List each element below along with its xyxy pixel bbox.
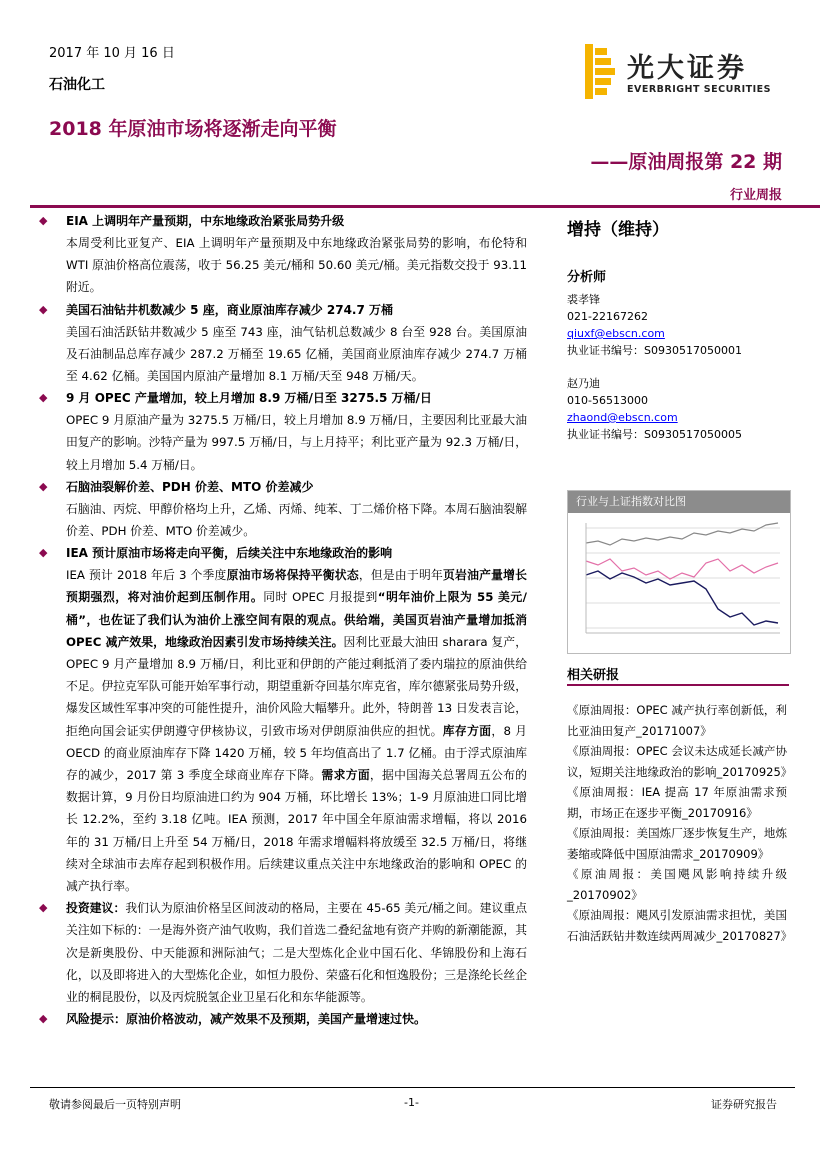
section-heading: ◆ IEA 预计原油市场将走向平衡，后续关注中东地缘政治的影响 bbox=[37, 542, 527, 564]
section-rigs bbox=[37, 299, 527, 388]
header-divider bbox=[30, 205, 820, 208]
logo-text-en: EVERBRIGHT SECURITIES bbox=[627, 84, 771, 95]
diamond-bullet-icon: ◆ bbox=[39, 302, 48, 316]
section-risk bbox=[37, 1008, 527, 1030]
report-subtitle: ——原油周报第 22 期 bbox=[590, 151, 782, 173]
index-comparison-chart bbox=[567, 490, 791, 654]
section-iea bbox=[37, 542, 527, 897]
investment-advice: ◆ 投资建议：我们认为原油价格呈区间波动的格局，主要在 45-65 美元/桶之间。建议重点关注如下标的：一是海外资产油气收购，我们首选二叠纪盆地有资产并购的新潮能源，其次是新奥股份、中天能源和洲际油气；二是大型炼化企业中国石化、华锦股份和上海石化，以及即将进入的大型炼化企业，如恒力股份、荣盛石化和恒逸股份；三是涤纶长丝企业的桐昆股份，以及丙烷脱氢企业卫星石化和东华能源等。 bbox=[37, 897, 527, 1008]
analyst-email-link[interactable]: zhaond@ebscn.com bbox=[567, 411, 678, 424]
diamond-bullet-icon: ◆ bbox=[39, 479, 48, 493]
analyst-phone: 021-22167262 bbox=[567, 310, 648, 323]
chart-plot bbox=[568, 513, 790, 653]
page-number: -1- bbox=[404, 1096, 419, 1109]
analyst-cert: 执业证书编号：S0930517050001 bbox=[567, 344, 742, 357]
related-report-link[interactable]: 《原油周报：OPEC 减产执行率创新低，利比亚油田复产_20171007》 bbox=[567, 703, 787, 738]
section-body: OPEC 9 月原油产量为 3275.5 万桶/日，较上月增加 8.9 万桶/日，主要因利比亚最大油田复产的影响。沙特产量为 997.5 万桶/日，与上月持平；利比亚产量为 92.3 万桶/日，较上月增加 5.4 万桶/日。 bbox=[66, 413, 527, 472]
section-body: 美国石油活跃钻井数减少 5 座至 743 座，油气钻机总数减少 8 台至 928 台。美国原油及石油制品总库存减少 287.2 万桶至 19.65 亿桶，美国商业原油库存减少 274.7 万桶至 4.62 亿桶。美国国内原油产量增加 8.1 万桶/天至 948 万桶/天。 bbox=[66, 324, 527, 384]
logo-text-cn: 光大证券 bbox=[627, 53, 747, 84]
sector-label: 石油化工 bbox=[49, 77, 105, 93]
analyst-email bbox=[567, 409, 787, 426]
related-report-link[interactable]: 《原油周报：美国飓风影响持续升级_20170902》 bbox=[567, 867, 787, 902]
rating: 增持（维持） bbox=[567, 220, 669, 240]
analyst-cert: 执业证书编号：S0930517050005 bbox=[567, 428, 742, 441]
footer-disclaimer: 敬请参阅最后一页特别声明 bbox=[49, 1098, 181, 1111]
report-title: 2018 年原油市场将逐渐走向平衡 bbox=[49, 118, 337, 140]
section-body: 石脑油、丙烷、甲醇价格均上升，乙烯、丙烯、纯苯、丁二烯价格下降。本周石脑油裂解价差、PDH 价差、MTO 价差减少。 bbox=[66, 501, 527, 539]
section-spreads bbox=[37, 476, 527, 542]
related-report-link[interactable]: 《原油周报：飓风引发原油需求担忧，美国石油活跃钻井数连续两周减少_20170827》 bbox=[567, 908, 793, 943]
main-content bbox=[37, 210, 527, 1030]
analyst-name: 赵乃迪 bbox=[567, 377, 600, 390]
diamond-bullet-icon: ◆ bbox=[39, 901, 48, 915]
related-research-list bbox=[567, 700, 793, 946]
related-report-link[interactable]: 《原油周报：美国炼厂逐步恢复生产，地炼萎缩或降低中国原油需求_20170909》 bbox=[567, 826, 787, 861]
section-investment bbox=[37, 897, 527, 1008]
section-opec bbox=[37, 387, 527, 476]
related-report-link[interactable]: 《原油周报：IEA 提高 17 年原油需求预期，市场正在逐步平衡_20170916》 bbox=[567, 785, 787, 820]
diamond-bullet-icon: ◆ bbox=[39, 546, 48, 560]
analyst-heading: 分析师 bbox=[567, 270, 607, 285]
company-logo bbox=[585, 44, 790, 104]
chart-title: 行业与上证指数对比图 bbox=[568, 491, 790, 513]
analyst-card bbox=[567, 291, 787, 359]
section-body: IEA 预计 2018 年后 3 个季度原油市场将保持平衡状态，但是由于明年页岩油产量增长预期强烈，将对油价起到压制作用。同时 OPEC 月报提到“明年油价上限为 55 美元/桶”，也佐证了我们认为油价上涨空间有限的观点。供给端，美国页岩油产量增加抵消 OPEC 减产效果，地缘政治因素引发市场持续关注。因利比亚最大油田 sharara 复产，OPEC 9 月产量增加 8.9 万桶/日，利比亚和伊朗的产能过剩抵消了委内瑞拉的原油供给不足。伊拉克军队可能开始军事行动，期望重新夺回基尔库克省，库尔德紧张局势升级，爆发区域性军事冲突的可能性提升，油价风险大幅攀升。此外，特朗普 13 日发表言论，拒绝向国会证实伊朗遵守伊核协议，引致市场对伊朗原油供应的担忧。库存方面，8 月 OECD 的商业原油库存下降 1420 万桶，较 5 年均值高出了 1.7 亿桶。由于浮式原油库存的减少，2017 第 3 季度全球商业库存下降。需求方面，据中国海关总署周五公布的数据计算，9 月份日均原油进口约为 904 万桶，环比增长 13%；1-9 月原油进口同比增长 12.2%，至约 3.18 亿吨。IEA 预测，2017 年中国全年原油需求增幅，将以 2016 年的 31 万桶/日上升至 54 万桶/日，2018 年需求增幅料将放缓至 32.5 万桶/日，将继续对全球油市去库存起到积极作用。后续建议重点关注中东地缘政治的影响和 OPEC 的减产执行率。 bbox=[66, 568, 528, 894]
series-line bbox=[586, 523, 778, 545]
report-type: 行业周报 bbox=[729, 188, 782, 203]
analyst-phone: 010-56513000 bbox=[567, 394, 648, 407]
analyst-email-link[interactable]: qiuxf@ebscn.com bbox=[567, 327, 665, 340]
analyst-name: 裘孝锋 bbox=[567, 293, 600, 306]
section-heading: ◆ EIA 上调明年产量预期，中东地缘政治紧张局势升级 bbox=[37, 210, 527, 232]
logo-bars-icon bbox=[585, 44, 615, 99]
section-heading: ◆ 9 月 OPEC 产量增加，较上月增加 8.9 万桶/日至 3275.5 万桶/日 bbox=[37, 387, 527, 409]
footer-divider bbox=[30, 1087, 795, 1088]
related-report-link[interactable]: 《原油周报：OPEC 会议未达成延长减产协议，短期关注地缘政治的影响_20170925》 bbox=[567, 744, 793, 779]
report-date: 2017 年 10 月 16 日 bbox=[49, 46, 175, 61]
section-heading: ◆ 美国石油钻井机数减少 5 座，商业原油库存减少 274.7 万桶 bbox=[37, 299, 527, 321]
related-research-heading: 相关研报 bbox=[567, 668, 620, 683]
sidebar bbox=[567, 215, 787, 443]
footer-report-label: 证券研究报告 bbox=[711, 1098, 777, 1111]
diamond-bullet-icon: ◆ bbox=[39, 214, 48, 227]
diamond-bullet-icon: ◆ bbox=[39, 1012, 48, 1026]
analyst-email bbox=[567, 325, 787, 342]
related-divider bbox=[567, 684, 789, 686]
section-body: 本周受利比亚复产、EIA 上调明年产量预期及中东地缘政治紧张局势的影响，布伦特和 WTI 原油价格高位震荡，收于 56.25 美元/桶和 50.60 美元/桶。美元指数交投于 93.11 附近。 bbox=[66, 236, 527, 295]
diamond-bullet-icon: ◆ bbox=[39, 391, 48, 405]
section-eia bbox=[37, 210, 527, 299]
risk-warning: ◆ 风险提示：原油价格波动，减产效果不及预期，美国产量增速过快。 bbox=[37, 1008, 527, 1030]
section-heading: ◆ 石脑油裂解价差、PDH 价差、MTO 价差减少 bbox=[37, 476, 527, 498]
series-line bbox=[586, 571, 778, 625]
analyst-card bbox=[567, 375, 787, 443]
